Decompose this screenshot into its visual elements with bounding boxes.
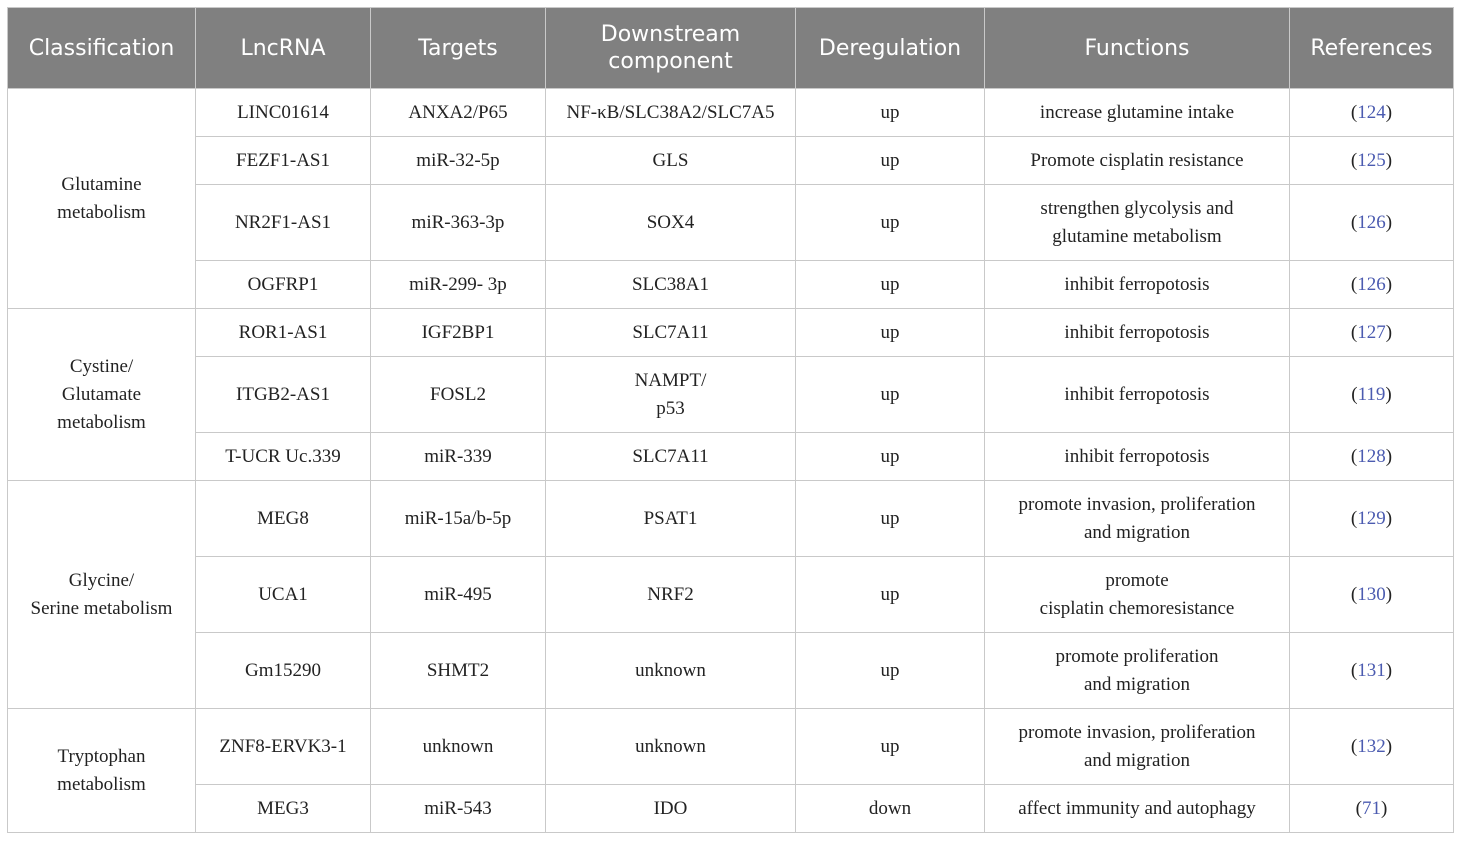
reference-cell [1290,357,1454,433]
cell-line: promote proliferation [1055,645,1219,667]
cell-line: and migration [1083,521,1191,543]
reference-link[interactable]: 126 [1357,211,1386,233]
cell-line: inhibit ferropotosis [1064,445,1210,467]
header-references: References [1290,8,1454,89]
downstream-cell [546,633,796,709]
targets-cell: miR-32-5p [371,137,546,185]
reference-close-paren: ) [1385,507,1393,529]
reference-link[interactable]: 127 [1357,321,1386,343]
table-row [8,137,1454,185]
cell-line: NRF2 [647,583,694,605]
cell-line: SLC38A1 [631,273,710,295]
classification-cell [8,481,196,709]
reference-open-paren: ( [1350,583,1358,605]
reference-link[interactable]: 129 [1357,507,1386,529]
cell-line: IDO [653,797,688,819]
deregulation-cell: up [796,633,985,709]
lncrna-cell: FEZF1-AS1 [196,137,371,185]
reference-cell [1290,557,1454,633]
reference-close-paren: ) [1385,273,1393,295]
reference-close-paren: ) [1385,659,1393,681]
cell-line: GLS [652,149,689,171]
cell-line: SLC7A11 [632,445,709,467]
targets-cell: SHMT2 [371,633,546,709]
functions-cell [985,481,1290,557]
reference-close-paren: ) [1385,321,1393,343]
deregulation-cell: up [796,481,985,557]
targets-cell: miR-363-3p [371,185,546,261]
table-row [8,785,1454,833]
deregulation-cell: up [796,557,985,633]
deregulation-cell: up [796,261,985,309]
lncrna-cell: ZNF8-ERVK3-1 [196,709,371,785]
cell-line: promote invasion, proliferation [1018,493,1256,515]
functions-cell [985,433,1290,481]
lncrna-cell: NR2F1-AS1 [196,185,371,261]
downstream-cell [546,89,796,137]
header-downstream-component: Downstream component [546,8,796,89]
reference-open-paren: ( [1350,321,1358,343]
table-row [8,557,1454,633]
targets-cell: miR-299- 3p [371,261,546,309]
reference-link[interactable]: 71 [1362,797,1381,819]
downstream-cell [546,433,796,481]
lncrna-cell: MEG3 [196,785,371,833]
table-row [8,481,1454,557]
cell-line: and migration [1083,749,1191,771]
targets-cell: miR-15a/b-5p [371,481,546,557]
reference-open-paren: ( [1350,273,1358,295]
targets-cell: IGF2BP1 [371,309,546,357]
lncrna-cell: LINC01614 [196,89,371,137]
table-body [8,89,1454,833]
functions-cell [985,357,1290,433]
reference-open-paren: ( [1355,797,1362,819]
functions-cell [985,557,1290,633]
table-row [8,709,1454,785]
reference-link[interactable]: 119 [1357,383,1386,405]
reference-link[interactable]: 130 [1357,583,1386,605]
reference-open-paren: ( [1350,659,1358,681]
reference-cell [1290,433,1454,481]
cell-line: SLC7A11 [632,321,709,343]
targets-cell: FOSL2 [371,357,546,433]
reference-open-paren: ( [1350,445,1358,467]
functions-cell [985,709,1290,785]
reference-close-paren: ) [1385,735,1393,757]
cell-line: Glycine/ [68,569,135,591]
header-deregulation: Deregulation [796,8,985,89]
deregulation-cell: up [796,357,985,433]
reference-link[interactable]: 126 [1357,273,1386,295]
header-row [8,8,1454,89]
cell-line: PSAT1 [643,507,698,529]
downstream-cell [546,185,796,261]
targets-cell: miR-339 [371,433,546,481]
cell-line: and migration [1083,673,1191,695]
header-functions: Functions [985,8,1290,89]
cell-line: p53 [656,397,685,419]
downstream-cell [546,137,796,185]
header-targets: Targets [371,8,546,89]
reference-close-paren: ) [1385,383,1392,405]
table-row [8,261,1454,309]
header-lncrna: LncRNA [196,8,371,89]
reference-cell [1290,89,1454,137]
table-row [8,185,1454,261]
cell-line: Glutamine [61,173,142,195]
deregulation-cell: down [796,785,985,833]
cell-line: Glutamate [61,383,142,405]
targets-cell: miR-543 [371,785,546,833]
cell-line: cisplatin chemoresistance [1039,597,1235,619]
downstream-cell [546,785,796,833]
table-row [8,89,1454,137]
downstream-cell [546,709,796,785]
table-row [8,433,1454,481]
reference-open-paren: ( [1350,507,1358,529]
header-classification: Classification [8,8,196,89]
deregulation-cell: up [796,309,985,357]
functions-cell [985,185,1290,261]
reference-link[interactable]: 131 [1357,659,1386,681]
cell-line: promote [1105,569,1169,591]
cell-line: glutamine metabolism [1052,225,1222,247]
reference-open-paren: ( [1350,101,1358,123]
reference-close-paren: ) [1385,101,1393,123]
cell-line: inhibit ferropotosis [1064,383,1210,405]
deregulation-cell: up [796,433,985,481]
functions-cell [985,137,1290,185]
cell-line: Cystine/ [69,355,134,377]
cell-line: inhibit ferropotosis [1064,321,1210,343]
reference-cell [1290,137,1454,185]
lncrna-cell: UCA1 [196,557,371,633]
reference-close-paren: ) [1385,445,1393,467]
targets-cell: unknown [371,709,546,785]
reference-close-paren: ) [1385,583,1393,605]
reference-open-paren: ( [1350,211,1358,233]
reference-cell [1290,481,1454,557]
cell-line: promote invasion, proliferation [1018,721,1256,743]
lncrna-cell: T-UCR Uc.339 [196,433,371,481]
reference-cell [1290,309,1454,357]
reference-link[interactable]: 132 [1357,735,1386,757]
downstream-cell [546,557,796,633]
cell-line: metabolism [57,201,146,223]
functions-cell [985,309,1290,357]
functions-cell [985,89,1290,137]
lncrna-cell: ITGB2-AS1 [196,357,371,433]
downstream-cell [546,309,796,357]
reference-cell [1290,633,1454,709]
deregulation-cell: up [796,709,985,785]
cell-line: increase glutamine intake [1039,101,1235,123]
targets-cell: miR-495 [371,557,546,633]
functions-cell [985,633,1290,709]
lncrna-cell: MEG8 [196,481,371,557]
classification-cell [8,309,196,481]
classification-cell [8,709,196,833]
cell-line: inhibit ferropotosis [1064,273,1210,295]
table-row [8,357,1454,433]
cell-line: strengthen glycolysis and [1040,197,1234,219]
reference-close-paren: ) [1381,797,1388,819]
cell-line: NF-κB/SLC38A2/SLC7A5 [566,101,775,123]
reference-cell [1290,185,1454,261]
cell-line: Tryptophan [57,745,146,767]
downstream-cell [546,261,796,309]
reference-open-paren: ( [1350,735,1358,757]
classification-cell [8,89,196,309]
table-row [8,309,1454,357]
cell-line: affect immunity and autophagy [1018,797,1256,819]
lncrna-table [7,7,1454,833]
cell-line: Serine metabolism [30,597,173,619]
reference-cell [1290,709,1454,785]
cell-line: NAMPT/ [634,369,707,391]
lncrna-cell: Gm15290 [196,633,371,709]
reference-close-paren: ) [1385,211,1393,233]
cell-line: metabolism [57,773,146,795]
deregulation-cell: up [796,185,985,261]
cell-line: SOX4 [646,211,695,233]
reference-link[interactable]: 125 [1357,149,1386,171]
cell-line: unknown [635,659,706,681]
reference-cell [1290,261,1454,309]
table-row [8,633,1454,709]
reference-link[interactable]: 128 [1357,445,1386,467]
downstream-cell [546,357,796,433]
reference-link[interactable]: 124 [1357,101,1386,123]
reference-open-paren: ( [1350,149,1358,171]
lncrna-cell: OGFRP1 [196,261,371,309]
deregulation-cell: up [796,89,985,137]
cell-line: unknown [635,735,706,757]
targets-cell: ANXA2/P65 [371,89,546,137]
functions-cell [985,785,1290,833]
reference-close-paren: ) [1385,149,1393,171]
cell-line: metabolism [57,411,146,433]
downstream-cell [546,481,796,557]
reference-cell [1290,785,1454,833]
functions-cell [985,261,1290,309]
reference-open-paren: ( [1351,383,1358,405]
lncrna-cell: ROR1-AS1 [196,309,371,357]
deregulation-cell: up [796,137,985,185]
cell-line: Promote cisplatin resistance [1030,149,1244,171]
